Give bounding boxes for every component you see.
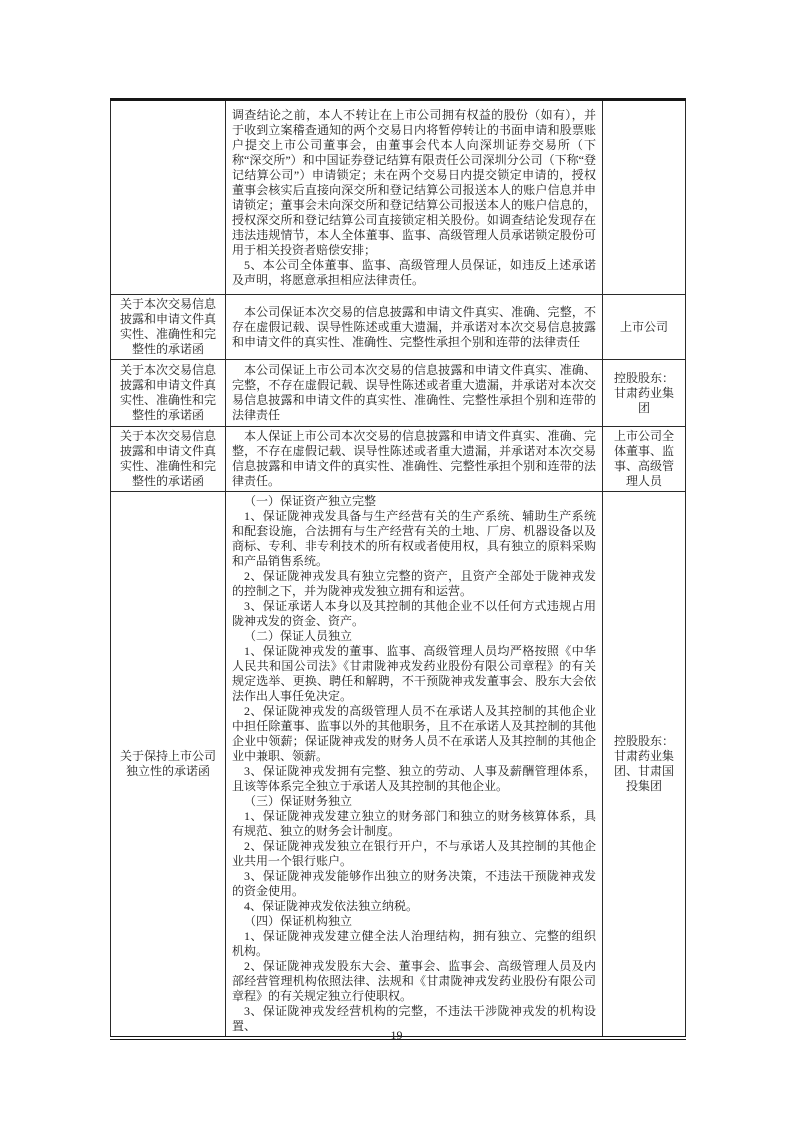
commitment-party-cell — [603, 295, 686, 360]
content-paragraph: 3、保证承诺人本身以及其控制的其他企业不以任何方式违规占用陇神戎发的资金、资产。 — [232, 599, 596, 628]
content-paragraph: 2、保证陇神戎发的高级管理人员不在承诺人及其控制的其他企业中担任除董事、监事以外的其他职务，且不在承诺人及其控制的其他企业中领薪；保证陇神戎发的财务人员不在承诺人及其控制的其他企业中兼职、领薪。 — [232, 704, 596, 763]
commitment-content-cell — [226, 492, 603, 1039]
commitment-name: 关于本次交易信息披露和申请文件真实性、准确性和完整性的承诺函 — [119, 429, 216, 488]
content-paragraph: 1、保证陇神戎发的董事、监事、高级管理人员均严格按照《中华人民共和国公司法》《甘肃陇神戎发药业股份有限公司章程》的有关规定选举、更换、聘任和解聘，不干预陇神戎发董事会、股东大会依法作出人事任免决定。 — [232, 644, 596, 703]
content-paragraph: 3、保证陇神戎发能够作出独立的财务决策，不违法干预陇神戎发的资金使用。 — [232, 869, 596, 898]
table-row — [111, 100, 686, 295]
content-paragraph: 3、保证陇神戎发拥有完整、独立的劳动、人事及薪酬管理体系，且该等体系完全独立于承诺人及其控制的其他企业。 — [232, 764, 596, 793]
content-paragraph: 5、本公司全体董事、监事、高级管理人员保证，如违反上述承诺及声明，将愿意承担相应法律责任。 — [232, 257, 596, 287]
commitment-content-cell — [226, 295, 603, 360]
commitment-party: 控股股东：甘肃药业集团 — [613, 370, 674, 415]
content-paragraph: 2、保证陇神戎发独立在银行开户，不与承诺人及其控制的其他企业共用一个银行账户。 — [232, 839, 596, 868]
table-row — [111, 360, 686, 427]
commitment-party-cell — [603, 360, 686, 427]
content-paragraph: 本人保证上市公司本次交易的信息披露和申请文件真实、准确、完整，不存在虚假记载、误导性陈述或者重大遗漏，并承诺对本次交易信息披露和申请文件的真实性、准确性、完整性承担个别和连带的法律责任。 — [232, 429, 596, 488]
commitment-name-cell — [111, 295, 226, 360]
content-paragraph: 调查结论之前，本人不转让在上市公司拥有权益的股份（如有），并于收到立案稽查通知的两个交易日内将暂停转让的书面申请和股票账户提交上市公司董事会，由董事会代本人向深圳证券交易所（下称“深交所”）和中国证券登记结算有限责任公司深圳分公司（下称“登记结算公司”）申请锁定；未在两个交易日内提交锁定申请的，授权董事会核实后直接向深交所和登记结算公司报送本人的账户信息并申请锁定；董事会未向深交所和登记结算公司报送本人的账户信息的，授权深交所和登记结算公司直接锁定相关股份。如调查结论发现存在违法违规情节，本人全体董事、监事、高级管理人员承诺锁定股份可用于相关投资者赔偿安排； — [232, 107, 596, 257]
commitment-party: 控股股东：甘肃药业集团、甘肃国投集团 — [613, 734, 674, 793]
commitment-name-cell — [111, 427, 226, 492]
content-paragraph: 本公司保证上市公司本次交易的信息披露和申请文件真实、准确、完整，不存在虚假记载、误导性陈述或者重大遗漏，并承诺对本次交易信息披露和申请文件的真实性、准确性、完整性承担个别和连带的法律责任 — [232, 363, 596, 422]
commitments-table — [110, 98, 686, 1040]
commitment-name: 关于本次交易信息披露和申请文件真实性、准确性和完整性的承诺函 — [119, 363, 216, 422]
content-paragraph: 本公司保证本次交易的信息披露和申请文件真实、准确、完整，不存在虚假记载、误导性陈述或重大遗漏，并承诺对本次交易信息披露和申请文件的真实性、准确性、完整性承担个别和连带的法律责任 — [232, 304, 596, 349]
commitment-party: 上市公司全体董事、监事、高级管理人员 — [613, 429, 674, 488]
content-paragraph: （四）保证机构独立 — [244, 914, 353, 928]
commitment-party-cell — [603, 100, 686, 295]
content-paragraph: （二）保证人员独立 — [244, 629, 353, 643]
commitment-content — [232, 305, 596, 350]
content-paragraph: 2、保证陇神戎发具有独立完整的资产，且资产全部处于陇神戎发的控制之下，并为陇神戎发独立拥有和运营。 — [232, 569, 596, 598]
table-row — [111, 295, 686, 360]
commitment-party-cell — [603, 492, 686, 1039]
commitment-name: 关于本次交易信息披露和申请文件真实性、准确性和完整性的承诺函 — [119, 297, 216, 356]
content-paragraph: （三）保证财务独立 — [244, 794, 353, 808]
commitment-content-cell — [226, 100, 603, 295]
commitment-party-cell — [603, 427, 686, 492]
content-paragraph: 1、保证陇神戎发建立独立的财务部门和独立的财务核算体系，具有规范、独立的财务会计制度。 — [232, 809, 596, 838]
commitment-party: 上市公司 — [619, 319, 668, 334]
commitment-content-cell — [226, 427, 603, 492]
commitment-name-cell — [111, 492, 226, 1039]
commitment-name-cell — [111, 360, 226, 427]
page-number: 19 — [390, 1028, 403, 1042]
content-paragraph: 2、保证陇神戎发股东大会、董事会、监事会、高级管理人员及内部经营管理机构依照法律、法规和《甘肃陇神戎发药业股份有限公司章程》的有关规定独立行使职权。 — [232, 959, 596, 1003]
table-row — [111, 492, 686, 1039]
commitment-content — [232, 494, 596, 1034]
content-paragraph: 4、保证陇神戎发依法独立纳税。 — [244, 899, 419, 913]
commitment-content-cell — [226, 360, 603, 427]
content-paragraph: 1、保证陇神戎发建立健全法人治理结构，拥有独立、完整的组织机构。 — [232, 929, 596, 958]
commitment-name-cell — [111, 100, 226, 295]
content-paragraph: （一）保证资产独立完整 — [244, 494, 377, 508]
content-paragraph: 3、保证陇神戎发经营机构的完整，不违法干涉陇神戎发的机构设置、 — [232, 1004, 596, 1033]
commitment-content — [232, 429, 596, 489]
commitment-name: 关于保持上市公司独立性的承诺函 — [119, 749, 216, 778]
commitment-content — [232, 108, 596, 288]
table-row — [111, 427, 686, 492]
commitment-content — [232, 363, 596, 423]
content-paragraph: 1、保证陇神戎发具备与生产经营有关的生产系统、辅助生产系统和配套设施，合法拥有与生产经营有关的土地、厂房、机器设备以及商标、专利、非专利技术的所有权或者使用权，具有独立的原料采购和产品销售系统。 — [232, 509, 596, 568]
